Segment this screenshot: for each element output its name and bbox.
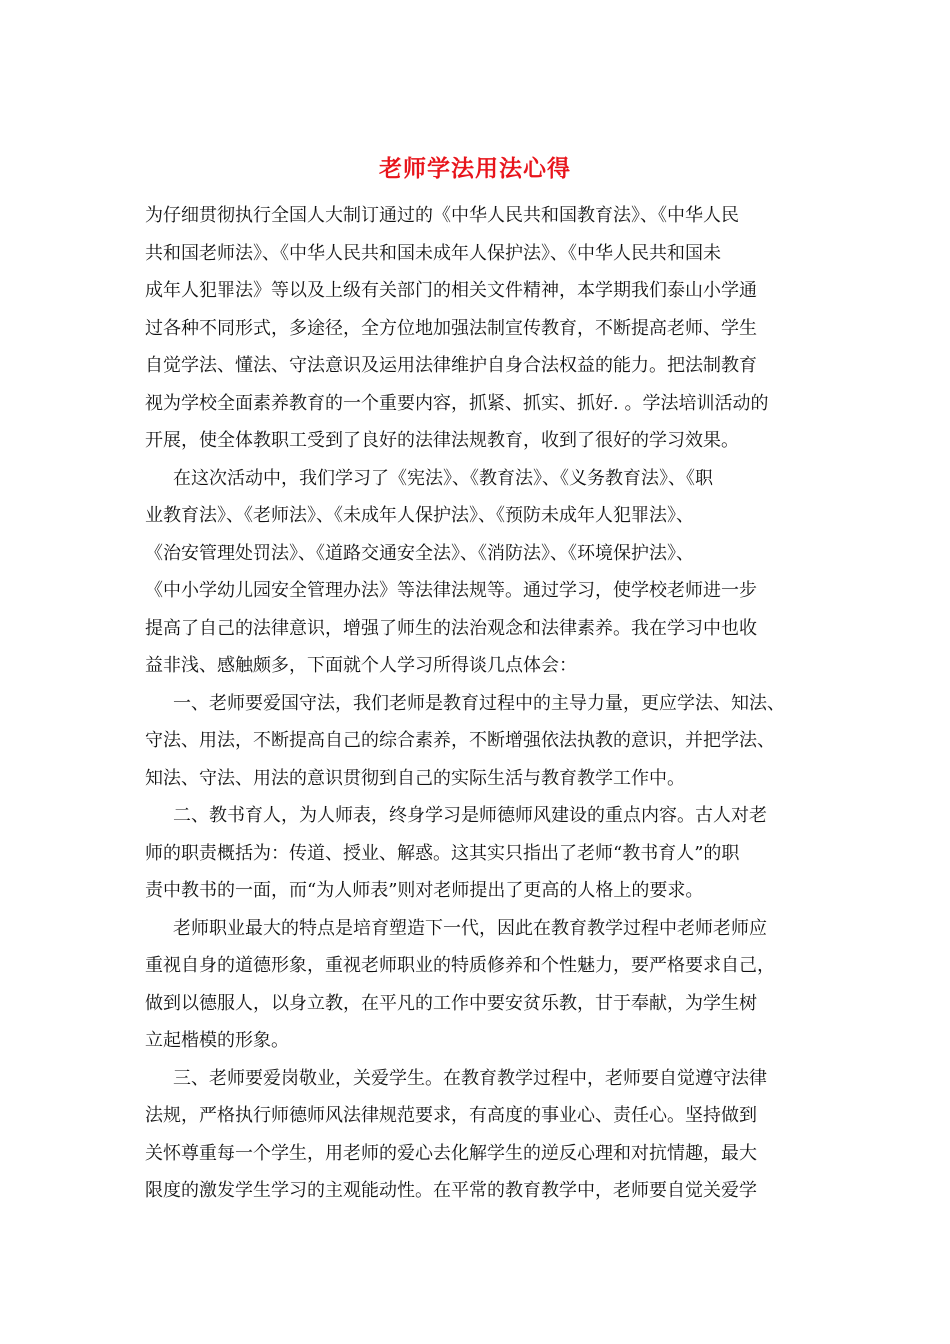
text-line: 过各种不同形式，多途径，全方位地加强法制宣传教育，不断提高老师、学生 bbox=[145, 317, 757, 339]
text-line: 立起楷模的形象。 bbox=[145, 1030, 289, 1051]
text-line: 二、教书育人，为人师表，终身学习是师德师风建设的重点内容。古人对老 bbox=[173, 805, 767, 826]
text-line: 《治安管理处罚法》、《道路交通安全法》、《消防法》、《环境保护法》、 bbox=[145, 542, 694, 564]
text-line: 益非浅、感触颇多，下面就个人学习所得谈几点体会： bbox=[145, 655, 577, 676]
text-line: 守法、用法，不断提高自己的综合素养，不断增强依法执教的意识，并把学法、 bbox=[145, 730, 775, 751]
text-line: 视为学校全面素养教育的一个重要内容，抓紧、抓实、抓好. 。学法培训活动的 bbox=[145, 392, 769, 414]
text-line: 《中小学幼儿园安全管理办法》等法律法规等。通过学习，使学校老师进一步 bbox=[145, 580, 757, 601]
text-line: 师的职责概括为：传道、授业、解惑。这其实只指出了老师“教书育人”的职 bbox=[145, 842, 740, 864]
text-line: 做到以德服人，以身立教，在平凡的工作中要安贫乐教，甘于奉献，为学生树 bbox=[145, 992, 757, 1014]
text-line: 关怀尊重每一个学生，用老师的爱心去化解学生的逆反心理和对抗情趣，最大 bbox=[145, 1142, 757, 1164]
document-body bbox=[145, 197, 825, 1210]
text-line: 责中教书的一面，而“为人师表”则对老师提出了更高的人格上的要求。 bbox=[145, 880, 704, 901]
text-line: 法规，严格执行师德师风法律规范要求，有高度的事业心、责任心。坚持做到 bbox=[145, 1105, 757, 1126]
text-line: 知法、守法、用法的意识贯彻到自己的实际生活与教育教学工作中。 bbox=[145, 767, 685, 789]
text-line: 共和国老师法》、《中华人民共和国未成年人保护法》、《中华人民共和国未 bbox=[145, 242, 721, 264]
text-line: 自觉学法、懂法、守法意识及运用法律维护自身合法权益的能力。把法制教育 bbox=[145, 355, 757, 376]
text-line: 业教育法》、《老师法》、《未成年人保护法》、《预防未成年人犯罪法》、 bbox=[145, 505, 694, 526]
text-line: 一、老师要爱国守法，我们老师是教育过程中的主导力量，更应学法、知法、 bbox=[173, 692, 785, 714]
text-line: 为仔细贯彻执行全国人大制订通过的《中华人民共和国教育法》、《中华人民 bbox=[145, 205, 739, 226]
text-line: 提高了自己的法律意识，增强了师生的法治观念和法律素养。我在学习中也收 bbox=[145, 617, 757, 639]
text-line: 开展，使全体教职工受到了良好的法律法规教育，收到了很好的学习效果。 bbox=[145, 430, 739, 451]
text-line: 重视自身的道德形象，重视老师职业的特质修养和个性魅力，要严格要求自己， bbox=[145, 955, 775, 976]
text-line: 在这次活动中，我们学习了《宪法》、《教育法》、《义务教育法》、《职 bbox=[173, 467, 713, 489]
text-line: 老师职业最大的特点是培育塑造下一代，因此在教育教学过程中老师老师应 bbox=[173, 917, 767, 939]
text-line: 三、老师要爱岗敬业，关爱学生。在教育教学过程中，老师要自觉遵守法律 bbox=[173, 1067, 767, 1089]
text-line: 成年人犯罪法》等以及上级有关部门的相关文件精神，本学期我们泰山小学通 bbox=[145, 280, 757, 301]
text-line: 限度的激发学生学习的主观能动性。在平常的教育教学中，老师要自觉关爱学 bbox=[145, 1180, 757, 1201]
document-title: 老师学法用法心得 bbox=[379, 155, 571, 182]
